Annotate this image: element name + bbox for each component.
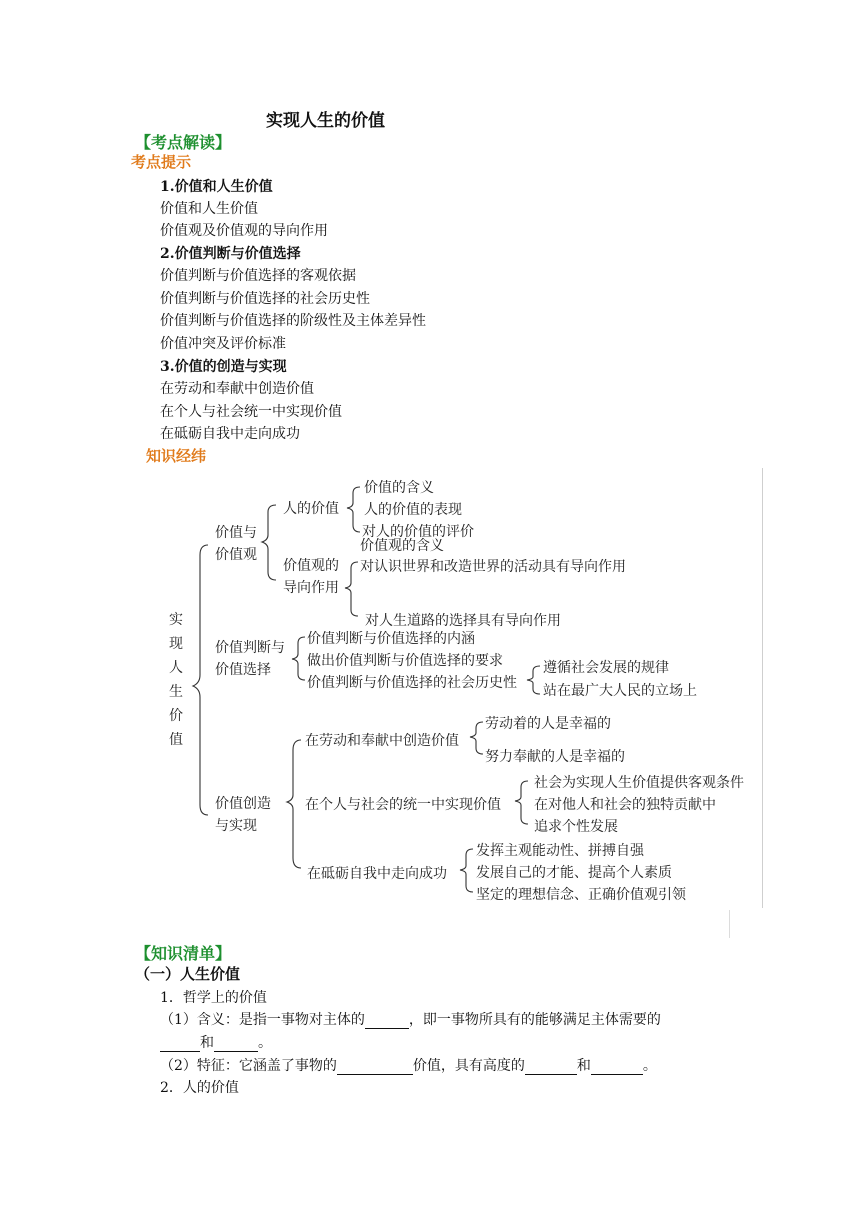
- paragraph-features: [160, 1055, 657, 1075]
- b2-3-brace: [527, 666, 540, 694]
- mindmap-leaf: 发展自己的才能、提高个人素质: [476, 865, 672, 881]
- mindmap-leaf: 社会为实现人生价值提供客观条件: [534, 775, 744, 791]
- paragraph: 2．人的价值: [160, 1080, 239, 1096]
- mindmap-node-b3-2: 在个人与社会的统一中实现价值: [305, 797, 501, 813]
- mindmap-leaf: 在对他人和社会的独特贡献中: [534, 797, 716, 813]
- mindmap-leaf: 站在最广大人民的立场上: [543, 683, 697, 699]
- text-span: （2）特征：它涵盖了事物的: [160, 1058, 337, 1074]
- outline-item: 价值冲突及评价标准: [160, 336, 286, 352]
- doc-title: 实现人生的价值: [266, 111, 385, 131]
- outline-item: 1.价值和人生价值: [160, 179, 273, 195]
- mindmap-node-b1-1: 人的价值: [283, 501, 339, 517]
- mindmap-leaf: 努力奉献的人是幸福的: [485, 749, 625, 765]
- mindmap-leaf: 遵循社会发展的规律: [543, 660, 669, 676]
- paragraph: 1．哲学上的价值: [160, 990, 267, 1006]
- b1-2-brace: [345, 562, 358, 616]
- mindmap-leaf: 人的价值的表现: [364, 502, 462, 518]
- qingdan-header: 【知识清单】: [135, 944, 232, 963]
- mindmap-branch-3: 价值创造 与实现: [215, 796, 271, 834]
- mindmap-leaf: 追求个性发展: [534, 819, 618, 835]
- mindmap-branch-1: 价值与 价值观: [215, 525, 257, 563]
- text-span: 。: [258, 1035, 272, 1051]
- outline-item: 在砥砺自我中走向成功: [160, 426, 300, 442]
- outline-item: 2.价值判断与价值选择: [160, 246, 301, 262]
- outline-item: 在劳动和奉献中创造价值: [160, 381, 314, 397]
- mindmap-node-b3-3: 在砥砺自我中走向成功: [307, 866, 447, 882]
- mindmap-leaf: 对人的价值的评价: [362, 524, 474, 540]
- mindmap-node-b3-1: 在劳动和奉献中创造价值: [305, 733, 459, 749]
- text-span: ，即一事物所具有的能够满足主体需要的: [408, 1012, 661, 1028]
- mindmap-leaf: 价值的含义: [364, 480, 434, 496]
- kaodian-tishi-heading: 考点提示: [131, 153, 192, 171]
- root-brace: [193, 545, 208, 815]
- text-span: 价值，具有高度的: [412, 1058, 525, 1074]
- text-span: （1）含义：是指一事物对主体的: [160, 1012, 365, 1028]
- mindmap-leaf: 做出价值判断与价值选择的要求: [307, 653, 503, 669]
- b3-brace: [287, 740, 301, 868]
- section-heading: （一）人生价值: [135, 965, 241, 983]
- b1-1-brace: [347, 487, 360, 532]
- b3-2-brace: [515, 781, 528, 824]
- mindmap-leaf: 坚定的理想信念、正确价值观引领: [476, 887, 686, 903]
- mindmap-leaf: 对认识世界和改造世界的活动具有导向作用: [360, 559, 626, 575]
- mindmap-leaf: 价值判断与价值选择的内涵: [307, 631, 475, 647]
- b1-brace: [262, 505, 276, 580]
- zhishi-jingwei-heading: 知识经纬: [146, 447, 207, 465]
- b3-3-brace: [460, 849, 473, 892]
- outline-item: 在个人与社会统一中实现价值: [160, 404, 342, 420]
- mindmap-frame-edge: [729, 910, 730, 938]
- mindmap-leaf: 价值判断与价值选择的社会历史性: [307, 675, 517, 691]
- outline-item: 价值判断与价值选择的客观依据: [160, 268, 356, 284]
- outline-item: 价值观及价值观的导向作用: [160, 223, 328, 239]
- fill-blank: [365, 1014, 409, 1029]
- outline-item: 价值判断与价值选择的阶级性及主体差异性: [160, 313, 426, 329]
- fill-blank: [160, 1037, 200, 1052]
- mindmap-node-b1-2: 价值观的 导向作用: [283, 558, 339, 596]
- outline-item: 价值判断与价值选择的社会历史性: [160, 291, 370, 307]
- mindmap-root: 实现人生价值: [169, 612, 183, 748]
- fill-blank: [337, 1060, 413, 1075]
- paragraph-definition-cont: [160, 1032, 272, 1052]
- kaodian-header: 【考点解读】: [135, 133, 232, 152]
- fill-blank: [591, 1060, 643, 1075]
- text-span: 。: [642, 1058, 657, 1074]
- outline-item: 价值和人生价值: [160, 201, 258, 217]
- b2-brace: [292, 637, 305, 680]
- b3-1-brace: [470, 722, 483, 754]
- mindmap-frame-edge: [762, 468, 763, 908]
- text-span: 和: [200, 1035, 214, 1051]
- mindmap-leaf: 对人生道路的选择具有导向作用: [365, 613, 561, 629]
- outline-item: 3.价值的创造与实现: [160, 359, 287, 375]
- mindmap-leaf: 劳动着的人是幸福的: [485, 716, 611, 732]
- paragraph-definition: [160, 1009, 661, 1029]
- fill-blank: [214, 1037, 258, 1052]
- mindmap-leaf: 价值观的含义: [360, 538, 444, 554]
- mindmap-branch-2: 价值判断与 价值选择: [215, 640, 285, 678]
- mindmap-leaf: 发挥主观能动性、拼搏自强: [476, 843, 644, 859]
- fill-blank: [525, 1060, 577, 1075]
- text-span: 和: [576, 1058, 591, 1074]
